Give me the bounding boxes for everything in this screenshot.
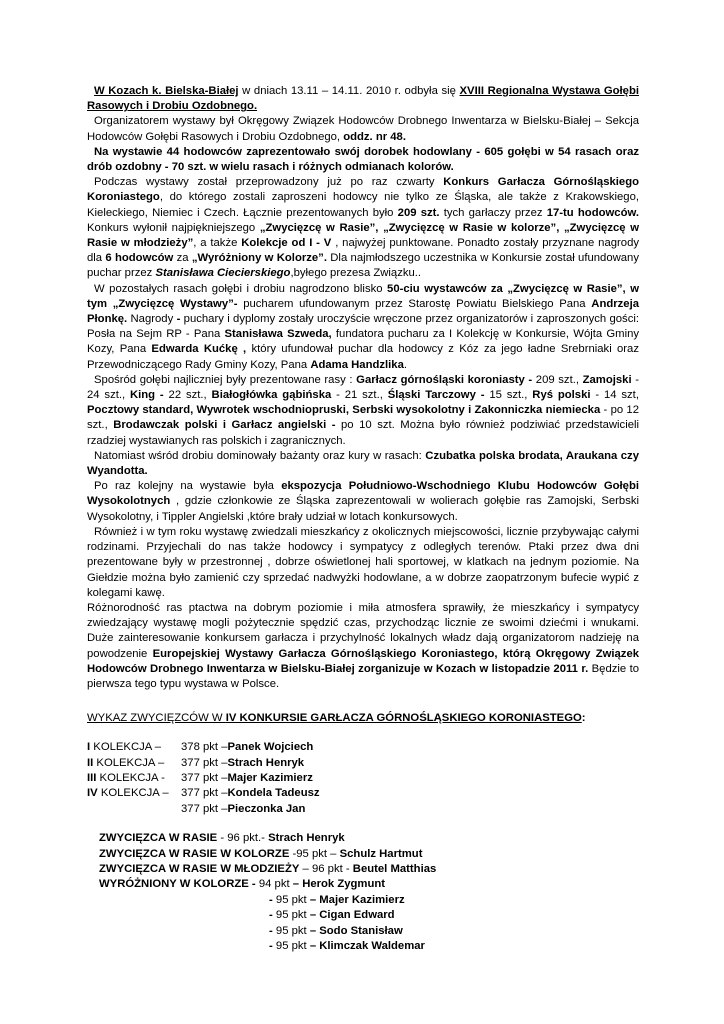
- collection-row: [87, 802, 639, 817]
- club-t2: , gdzie członkowie ze Śląska zaprezentowali w wolierach gołębie ras Zamojski, Serbski Wysokolotny, i Tippler Angielski ,które brały udział w lotach konkursowych.: [87, 495, 639, 523]
- collection-roman: II: [87, 756, 94, 769]
- intro-dates: w dniach 13.11 – 14.11. 2010 r. odbyła się: [238, 85, 460, 97]
- collection-row: [87, 786, 639, 801]
- winner-name: Schulz Hartmut: [339, 847, 423, 860]
- collection-points: 378 pkt –: [181, 741, 228, 754]
- poultry-b1: Czubatka polska brodata, Araukana czy Wyandotta.: [87, 449, 639, 478]
- distinguished-name: Sodo Stanisław: [319, 924, 403, 937]
- closing-t2: Będzie to pierwsza tego typu wystawa w Polsce.: [87, 662, 640, 690]
- event-title: XVIII Regionalna Wystawa Gołębi Rasowych i Drobiu Ozdobnego.: [87, 85, 639, 113]
- paragraph-closing: [87, 601, 639, 692]
- distinguished-name: Majer Kazimierz: [319, 893, 405, 906]
- paragraph-intro: [87, 84, 639, 114]
- breeds-t8: - po 12 szt.,: [87, 404, 640, 432]
- distinguished-dash: -: [269, 940, 276, 952]
- contest-b6: 6 hodowców: [105, 252, 174, 265]
- breeds-t5: - 21 szt.,: [331, 389, 388, 402]
- breeds-b8: Brodawczak polski i Garłacz angielski -: [113, 419, 336, 432]
- awards-t2: pucharem ufundowanym przez Starostę Powiatu Bielskiego Pana: [237, 297, 592, 310]
- breeds-t9: po 10 szt. Można było również podziwiać przedstawicieli rzadziej wystawianych ras polskich i zagranicznych.: [87, 419, 640, 447]
- paragraph-exhibitors: [87, 145, 639, 175]
- distinguished-row: [99, 939, 639, 954]
- distinguished-name: Cigan Edward: [319, 909, 395, 922]
- awards-b3: -: [176, 313, 181, 326]
- contest-b7: „Wyróżniony w Kolorze”.: [191, 252, 327, 265]
- contest-b4: „Zwycięzcę w Rasie”, „Zwycięzcę w Rasie w kolorze”, „Zwycięzcę w Rasie w młodzieży”: [87, 221, 639, 250]
- poultry-t1: Natomiast wśród drobiu dominowały bażanty oraz kury w rasach:: [94, 449, 426, 462]
- breeds-b4: Białogłówka gąbińska: [211, 389, 332, 402]
- collection-name: Strach Henryk: [227, 756, 305, 769]
- breeds-t3: - 24 szt.,: [87, 373, 640, 402]
- collection-name: Kondela Tadeusz: [227, 787, 320, 800]
- awards-b6: Adama Handzlika: [310, 358, 404, 371]
- distinguished-points: 95 pkt: [275, 924, 307, 937]
- distinguished-name: Klimczak Waldemar: [319, 940, 425, 952]
- collection-label: KOLEKCJA –: [97, 787, 169, 800]
- breeds-t4: 22 szt.,: [163, 389, 212, 402]
- winner-row: [99, 847, 639, 862]
- results-heading-prefix: WYKAZ ZWYCIĘZCÓW W: [87, 712, 226, 725]
- winner-name: Beutel Matthias: [352, 862, 437, 875]
- distinguished-dash: -: [269, 893, 276, 906]
- distinguished-dash: -: [248, 878, 259, 891]
- distinguished-points: 95 pkt: [275, 893, 307, 906]
- closing-t1: Różnorodność ras ptactwa na dobrym poziomie i miła atmosfera sprawiły, że mieszkańcy i sympatycy zwiedzający wystawę mogli pożytecznie spędzić czas, przychodząc licznie ze swoimi dziećmi i wnukami. Duże zainteresowanie konkursem garłacza i przychylność lokalnych władz dają organizatorom nadzieję na powodzenie: [87, 601, 639, 660]
- club-t1: Po raz kolejny na wystawie była: [94, 480, 282, 493]
- paragraph-awards: [87, 282, 639, 373]
- branch-number: oddz. nr 48.: [343, 130, 406, 143]
- contest-b3: 17-tu hodowców.: [546, 206, 639, 219]
- breeds-b2: Zamojski: [582, 373, 632, 386]
- club-b1: ekspozycja Południowo-Wschodniego Klubu Hodowców Gołębi Wysokolotnych: [87, 480, 639, 508]
- awards-t5: fundatora pucharu za I Kolekcję w Konkursie, Wójta Gminy Kozy, Pana: [87, 328, 640, 356]
- paragraph-club: [87, 479, 639, 525]
- winner-points: – 96 pkt -: [299, 862, 353, 875]
- closing-b1: Europejskiej Wystawy Garłacza Górnośląskiego Koroniastego, którą Okręgowy Związek Hodowców Drobnego Inwentarza w Bielsku-Białej zorganizuje w Kozach w listopadzie 2011 r.: [87, 647, 640, 675]
- awards-b4: Stanisława Szweda,: [224, 328, 332, 341]
- collections-list: [87, 740, 639, 817]
- organizer-text: Organizatorem wystawy był Okręgowy Związek Hodowców Drobnego Inwentarza w Bielsku-Białej – Sekcja Hodowców Gołębi Rasowych i Drobiu Ozdobnego,: [87, 115, 639, 143]
- breeds-b3: King -: [129, 389, 164, 402]
- distinguished-dash: -: [269, 924, 276, 937]
- contest-t2: , do którego zostali zaproszeni hodowcy nie tylko ze Śląska, ale także z Krakowskiego, Kieleckiego, Niemiec i Czech. Łącznie prezentowanych było: [87, 191, 639, 219]
- collection-points: 377 pkt –: [181, 802, 228, 815]
- distinguished-points: 95 pkt: [275, 909, 307, 922]
- contest-b5: Kolekcje od I - V: [241, 237, 332, 250]
- document-page: [87, 84, 639, 954]
- contest-t6: , najwyżej punktowane. Ponadto zostały przyznane nagrody dla: [87, 237, 639, 265]
- collection-roman: IV: [87, 787, 98, 800]
- winner-title: ZWYCIĘZCA W RASIE: [99, 832, 218, 845]
- event-place: W Kozach k. Bielska-Białej: [94, 85, 239, 97]
- collection-points: 377 pkt –: [181, 771, 228, 784]
- awards-b1: 50-ciu wystawców za „Zwycięzcę w Rasie”, w tym „Zwycięzcę Wystawy”-: [87, 282, 639, 310]
- distinguished-title: WYRÓŻNIONY W KOLORZE: [99, 878, 249, 891]
- awards-t4: puchary i dyplomy zostały uroczyście wręczone przez organizatorów i zaproszonych gości: Posła na Sejm RP - Pana: [87, 313, 640, 341]
- collection-points: 377 pkt –: [181, 756, 228, 769]
- collection-name: Pieczonka Jan: [227, 802, 306, 815]
- collection-roman: I: [87, 741, 91, 754]
- contest-t4: Konkurs wyłonił najpiękniejszego: [87, 221, 260, 234]
- winners-list: [99, 831, 639, 954]
- distinguished-row: [99, 908, 639, 923]
- breeds-b7: Pocztowy standard, Wywrotek wschodniopruski, Serbski wysokolotny i Zakonniczka niemiecka: [87, 404, 601, 417]
- distinguished-points: 95 pkt: [275, 940, 307, 952]
- breeds-t6: 15 szt.,: [484, 389, 533, 402]
- breeds-b5: Śląski Tarczowy -: [387, 389, 485, 402]
- collection-row: [87, 740, 639, 755]
- distinguished-row: [99, 877, 639, 892]
- distinguished-row: [99, 924, 639, 939]
- distinguished-sep: –: [306, 940, 320, 952]
- paragraph-poultry: [87, 449, 639, 479]
- collection-label: KOLEKCJA –: [90, 741, 162, 754]
- contest-bi1: Stanisława Ciecierskiego: [155, 267, 291, 280]
- winner-title: ZWYCIĘZCA W RASIE W MŁODZIEŻY: [99, 862, 300, 875]
- contest-t1: Podczas wystawy został przeprowadzony już po raz czwarty: [94, 176, 444, 189]
- collection-label: KOLEKCJA -: [96, 771, 165, 784]
- collection-roman: III: [87, 771, 97, 784]
- results-heading-colon: :: [581, 712, 586, 725]
- collection-label: KOLEKCJA –: [93, 756, 165, 769]
- winner-points: - 96 pkt.-: [217, 832, 269, 845]
- distinguished-name: Herok Zygmunt: [302, 878, 386, 891]
- winner-name: Strach Henryk: [268, 832, 345, 845]
- paragraph-contest: [87, 175, 639, 281]
- distinguished-sep: –: [306, 893, 320, 906]
- distinguished-sep: –: [306, 909, 320, 922]
- collection-row: [87, 756, 639, 771]
- contest-t7: za: [173, 252, 192, 265]
- collection-name: Panek Wojciech: [227, 741, 314, 754]
- distinguished-row: [99, 893, 639, 908]
- collection-row: [87, 771, 639, 786]
- exhibitors-summary: Na wystawie 44 hodowców zaprezentowało swój dorobek hodowlany - 605 gołębi w 54 rasach oraz drób ozdobny - 70 szt. w wielu rasach i różnych odmianach kolorów.: [87, 145, 639, 174]
- paragraph-organizer: [87, 114, 639, 144]
- contest-b1: Konkurs Garłacza Górnośląskiego Koroniastego: [87, 176, 639, 204]
- results-heading: [87, 711, 639, 726]
- breeds-t7: - 14 szt,: [590, 389, 639, 402]
- contest-t3: tych garłaczy przez: [439, 206, 547, 219]
- awards-t1: W pozostałych rasach gołębi i drobiu nagrodzono blisko: [94, 282, 388, 295]
- contest-t8: Dla najmłodszego uczestnika w Konkursie został ufundowany puchar przez: [87, 252, 639, 280]
- awards-b2: Andrzeja Płonkę.: [87, 297, 639, 326]
- contest-b2: 209 szt.: [397, 206, 440, 219]
- collection-name: Majer Kazimierz: [227, 771, 313, 784]
- results-heading-bold: IV KONKURSIE GARŁACZA GÓRNOŚLĄSKIEGO KORONIASTEGO: [225, 712, 582, 725]
- breeds-t1: Spośród gołębi najliczniej były prezentowane rasy :: [94, 373, 357, 386]
- breeds-b6: Ryś polski: [532, 389, 591, 402]
- contest-t9: ,byłego prezesa Związku..: [290, 267, 422, 280]
- breeds-b1: Garłacz górnośląski koroniasty -: [356, 373, 533, 386]
- awards-t7: .: [403, 358, 408, 371]
- visitors-text: Również i w tym roku wystawę zwiedzali mieszkańcy z okolicznych miejscowości, licznie przybywając całymi rodzinami. Przyjechali do nas także hodowcy i sympatycy z odległych terenów. Ptaki przez dwa dni prezentowane były w przestronnej , dobrze oświetlonej hali sportowej, w klatkach na jednym poziomie. Na Giełdzie można było zamienić czy sprzedać nadwyżki hodowlane, a w dobrze zaopatrzonym bufecie wypić z kolegami kawę.: [87, 525, 639, 599]
- distinguished-points: 94 pkt: [258, 878, 290, 891]
- awards-t3: Nagrody: [127, 313, 177, 326]
- contest-t5: , a także: [193, 237, 242, 250]
- winner-row: [99, 831, 639, 846]
- winner-row: [99, 862, 639, 877]
- breeds-t2: 209 szt.,: [532, 373, 583, 386]
- paragraph-breeds: [87, 373, 639, 449]
- distinguished-dash: -: [269, 909, 276, 922]
- winner-title: ZWYCIĘZCA W RASIE W KOLORZE: [99, 847, 290, 860]
- distinguished-sep: –: [306, 924, 320, 937]
- winner-points: -95 pkt –: [289, 847, 340, 860]
- awards-t6: który ufundował puchar dla hodowcy z Kóz za jego ładne Srebrniaki oraz Przewodniczącego Rady Gminy Kozy, Pana: [87, 343, 639, 371]
- awards-b5: Edwarda Kućkę ,: [151, 343, 247, 356]
- distinguished-sep: –: [289, 878, 303, 891]
- collection-points: 377 pkt –: [181, 787, 228, 800]
- paragraph-visitors: [87, 525, 639, 601]
